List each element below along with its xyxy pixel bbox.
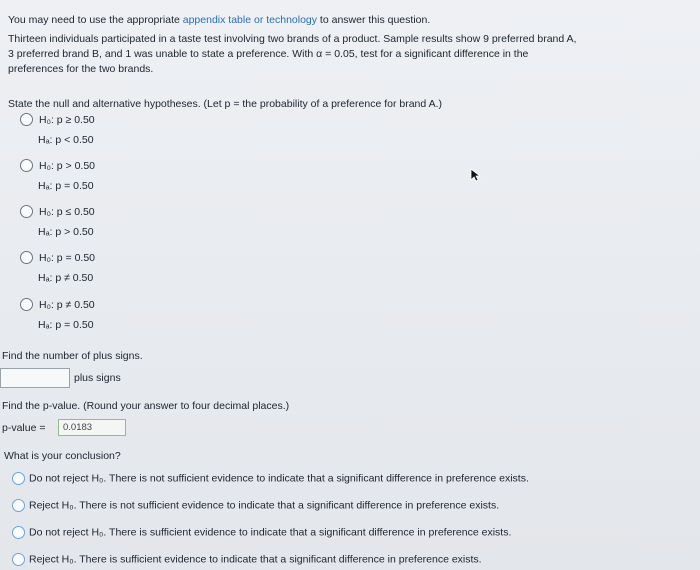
conclusion-option-1[interactable] [12,472,529,485]
conclusion-text: Do not reject H₀. There is not sufficient evidence to indicate that a significant difference in preference exists. [29,472,529,485]
null-hypothesis: H₀: p ≠ 0.50 [39,298,95,311]
radio-button[interactable] [20,298,33,311]
conclusion-text: Do not reject H₀. There is sufficient evidence to indicate that a significant difference in preference exists. [29,526,512,539]
problem-statement [8,32,688,77]
pvalue-label: p-value = [2,422,46,434]
alt-hypothesis: Hₐ: p ≠ 0.50 [38,272,94,284]
plus-signs-input[interactable] [0,368,70,388]
null-hypothesis: H₀: p = 0.50 [39,251,96,264]
radio-button[interactable] [12,553,25,566]
plus-signs-suffix: plus signs [74,372,121,384]
null-hypothesis: H₀: p > 0.50 [39,159,96,172]
null-hypothesis: H₀: p ≤ 0.50 [39,205,95,218]
intro-before: You may need to use the appropriate [8,14,183,26]
pvalue-prompt: Find the p-value. (Round your answer to four decimal places.) [2,400,290,412]
conclusion-option-2[interactable] [12,499,499,512]
pvalue-input[interactable]: 0.0183 [58,419,126,436]
conclusion-text: Reject H₀. There is not sufficient evidence to indicate that a significant difference in preference exists. [29,499,500,512]
hypothesis-option-4[interactable] [20,251,95,264]
problem-line: 3 preferred brand B, and 1 was unable to state a preference. With α = 0.05, test for a significant difference in the [8,48,529,60]
appendix-link[interactable]: appendix table or technology [182,14,318,26]
alt-hypothesis: Hₐ: p = 0.50 [38,319,94,331]
problem-line: Thirteen individuals participated in a taste test involving two brands of a product. Sample results show 9 preferred brand A, [8,33,577,45]
intro-text [8,14,430,26]
hypothesis-option-1[interactable] [20,113,95,126]
hypothesis-option-3[interactable] [20,205,95,218]
radio-button[interactable] [20,159,33,172]
radio-button[interactable] [20,205,33,218]
radio-button[interactable] [12,472,25,485]
hypotheses-prompt: State the null and alternative hypotheses. (Let p = the probability of a preference for brand A.) [8,98,442,110]
alt-hypothesis: Hₐ: p = 0.50 [38,180,94,192]
intro-after: to answer this question. [317,14,431,26]
radio-button[interactable] [12,526,25,539]
alt-hypothesis: Hₐ: p < 0.50 [38,134,94,146]
problem-line: preferences for the two brands. [8,63,154,75]
conclusion-prompt: What is your conclusion? [4,450,121,462]
conclusion-text: Reject H₀. There is sufficient evidence to indicate that a significant difference in preference exists. [29,553,482,566]
hypothesis-option-2[interactable] [20,159,95,172]
radio-button[interactable] [20,251,33,264]
null-hypothesis: H₀: p ≥ 0.50 [39,113,95,126]
radio-button[interactable] [12,499,25,512]
alt-hypothesis: Hₐ: p > 0.50 [38,226,94,238]
hypothesis-option-5[interactable] [20,298,95,311]
conclusion-option-4[interactable] [12,553,482,566]
mouse-cursor-icon [470,168,482,182]
conclusion-option-3[interactable] [12,526,511,539]
radio-button[interactable] [20,113,33,126]
plus-signs-prompt: Find the number of plus signs. [2,350,143,362]
